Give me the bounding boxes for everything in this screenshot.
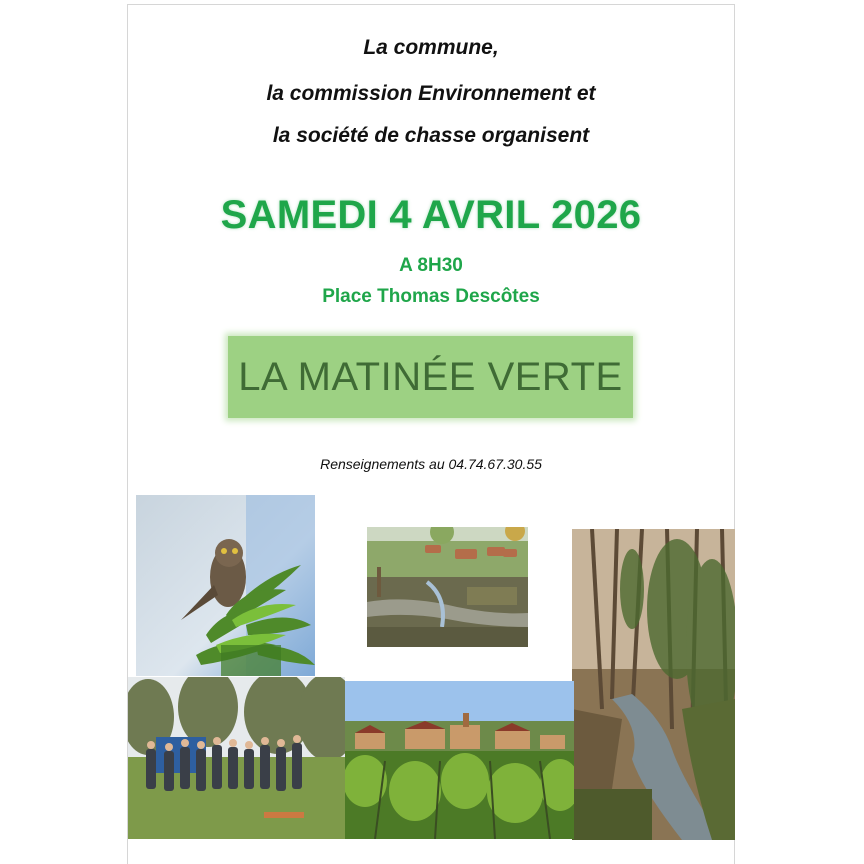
forest-stream-photo <box>572 529 735 840</box>
contact-info: Renseignements au 04.74.67.30.55 <box>320 456 542 472</box>
intro-line-3: la société de chasse organisent <box>272 124 590 147</box>
intro-line-2: la commission Environnement et <box>266 82 596 105</box>
event-date: SAMEDI 4 AVRIL 2026 <box>220 193 642 237</box>
event-place: Place Thomas Descôtes <box>322 286 540 307</box>
cows-photo <box>367 527 528 647</box>
owl-photo <box>136 495 315 676</box>
intro-line-1: La commune, <box>363 36 499 59</box>
group-photo <box>128 677 345 839</box>
banner-title: LA MATINÉE VERTE <box>238 354 623 399</box>
village-vineyard-photo <box>345 681 574 839</box>
title-banner <box>228 336 633 418</box>
event-time: A 8H30 <box>399 255 463 276</box>
